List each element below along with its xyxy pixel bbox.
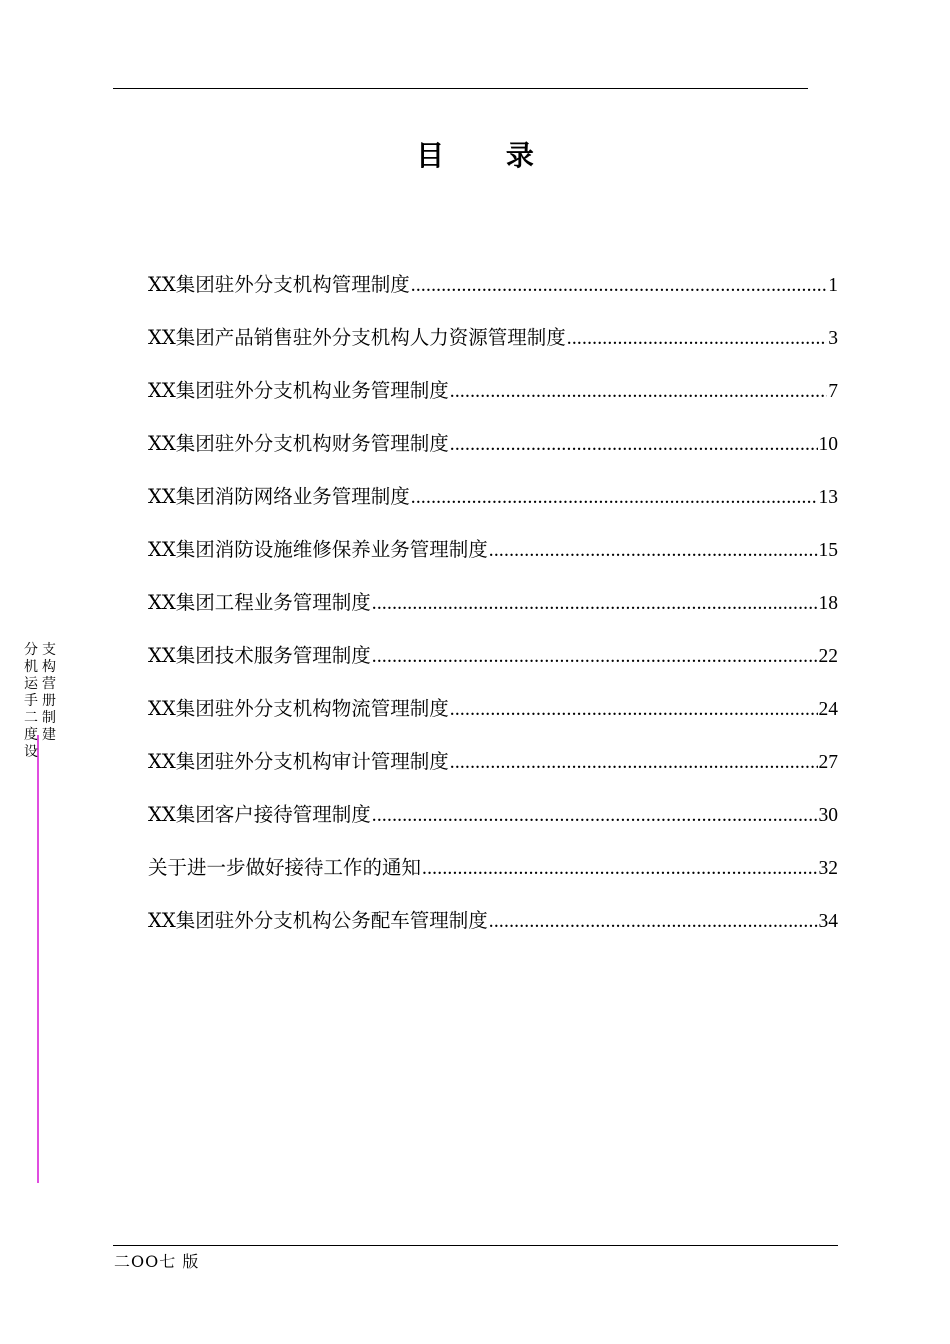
toc-leader-dots: [450, 428, 818, 462]
toc-item[interactable]: [148, 533, 838, 586]
toc-item[interactable]: [148, 268, 838, 321]
toc-item[interactable]: [148, 321, 838, 374]
toc-item-label: XX集团驻外分支机构管理制度: [148, 273, 410, 296]
toc-leader-dots: [411, 481, 818, 515]
toc-item[interactable]: [148, 374, 838, 427]
toc-leader-dots: [489, 534, 818, 568]
toc-item-label: 关于进一步做好接待工作的通知: [148, 856, 422, 879]
toc-item[interactable]: [148, 904, 838, 957]
toc-leader-dots: [372, 799, 818, 833]
toc-item-label: XX集团驻外分支机构财务管理制度: [148, 432, 449, 455]
side-margin-note: 分支机构运营手册二制度建设: [24, 642, 60, 760]
footer-edition: 二OO七 版: [114, 1252, 200, 1271]
toc-item[interactable]: [148, 745, 838, 798]
toc-item-page: 34: [818, 911, 838, 932]
toc-leader-dots: [450, 746, 818, 780]
page-title: 目 录: [416, 139, 560, 172]
toc-item-page: 30: [818, 805, 838, 826]
toc-leader-dots: [422, 852, 817, 886]
toc-item[interactable]: [148, 586, 838, 639]
toc-item[interactable]: [148, 692, 838, 745]
toc-item[interactable]: [148, 798, 838, 851]
toc-item[interactable]: [148, 851, 838, 904]
toc-item-page: 22: [818, 646, 838, 667]
toc-item-page: 1: [828, 275, 838, 296]
toc-leader-dots: [450, 693, 818, 727]
footer-rule: [113, 1245, 838, 1246]
toc-item-page: 15: [818, 540, 838, 561]
toc-item-page: 10: [818, 434, 838, 455]
toc-item-page: 24: [818, 699, 838, 720]
toc-item-page: 18: [818, 593, 838, 614]
toc-item-label: XX集团消防网络业务管理制度: [148, 485, 410, 508]
toc-item-label: XX集团驻外分支机构公务配车管理制度: [148, 909, 488, 932]
toc-leader-dots: [372, 587, 818, 621]
toc-item-label: XX集团驻外分支机构物流管理制度: [148, 697, 449, 720]
toc-item-page: 7: [828, 381, 838, 402]
toc-item-page: 3: [828, 328, 838, 349]
toc-item-label: XX集团驻外分支机构审计管理制度: [148, 750, 449, 773]
toc-item-label: XX集团产品销售驻外分支机构人力资源管理制度: [148, 326, 566, 349]
toc-leader-dots: [450, 375, 827, 409]
toc-item-label: XX集团客户接待管理制度: [148, 803, 371, 826]
side-margin-line: [37, 735, 39, 1183]
toc-item[interactable]: [148, 480, 838, 533]
toc-item-label: XX集团技术服务管理制度: [148, 644, 371, 667]
toc-leader-dots: [567, 322, 827, 356]
toc-leader-dots: [489, 905, 818, 939]
toc-item-page: 27: [818, 752, 838, 773]
toc-item[interactable]: [148, 427, 838, 480]
toc-item-label: XX集团消防设施维修保养业务管理制度: [148, 538, 488, 561]
toc-item[interactable]: [148, 639, 838, 692]
toc-item-label: XX集团工程业务管理制度: [148, 591, 371, 614]
table-of-contents: [148, 268, 838, 957]
toc-leader-dots: [411, 269, 827, 303]
toc-leader-dots: [372, 640, 818, 674]
toc-item-page: 32: [818, 858, 838, 879]
toc-item-page: 13: [818, 487, 838, 508]
header-rule: [113, 88, 808, 89]
toc-item-label: XX集团驻外分支机构业务管理制度: [148, 379, 449, 402]
